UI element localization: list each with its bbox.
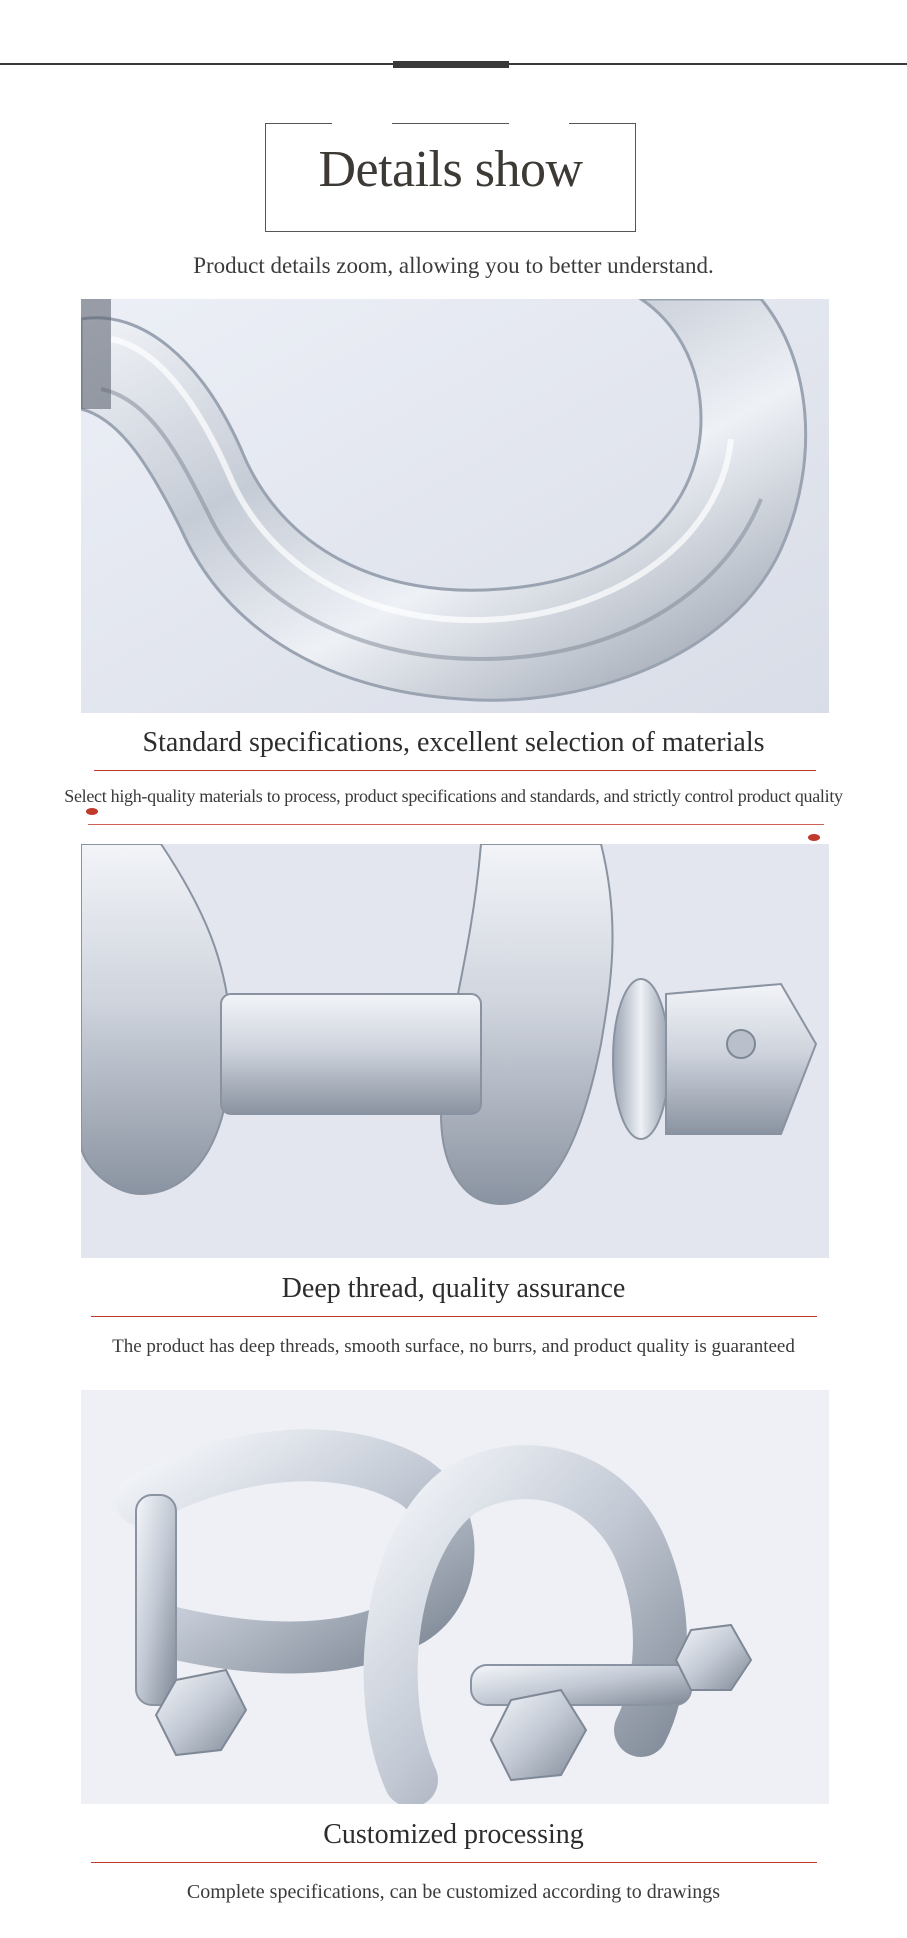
title-frame-gap-left — [332, 118, 392, 128]
section-desc-custom: Complete specifications, can be customized according to drawings — [186, 1881, 721, 1903]
shackle-closeup-photo — [81, 299, 829, 713]
decor-dot-right — [808, 834, 820, 841]
section-rule-custom — [91, 1862, 817, 1863]
section-desc-materials: Select high-quality materials to process, product specifications and standards, and strictly control product quality — [64, 786, 843, 806]
top-divider-accent — [393, 61, 509, 68]
decor-dot-left — [86, 808, 98, 815]
section-heading-materials: Standard specifications, excellent selection of materials — [142, 727, 765, 758]
section-heading-thread: Deep thread, quality assurance — [281, 1273, 626, 1304]
section-desc-thread: The product has deep threads, smooth surface, no burrs, and product quality is guaranteed — [112, 1336, 795, 1357]
shackle-pin-photo — [81, 844, 829, 1258]
section-rule-thread — [91, 1316, 817, 1317]
section-rule-materials-bottom — [88, 824, 824, 825]
section-heading-custom: Customized processing — [323, 1819, 584, 1850]
shackle-pair-photo — [81, 1390, 829, 1804]
title-frame-gap-right — [509, 118, 569, 128]
page-title: Details show — [318, 141, 583, 198]
section-rule-materials — [94, 770, 816, 771]
page-subtitle: Product details zoom, allowing you to better understand. — [193, 253, 714, 278]
